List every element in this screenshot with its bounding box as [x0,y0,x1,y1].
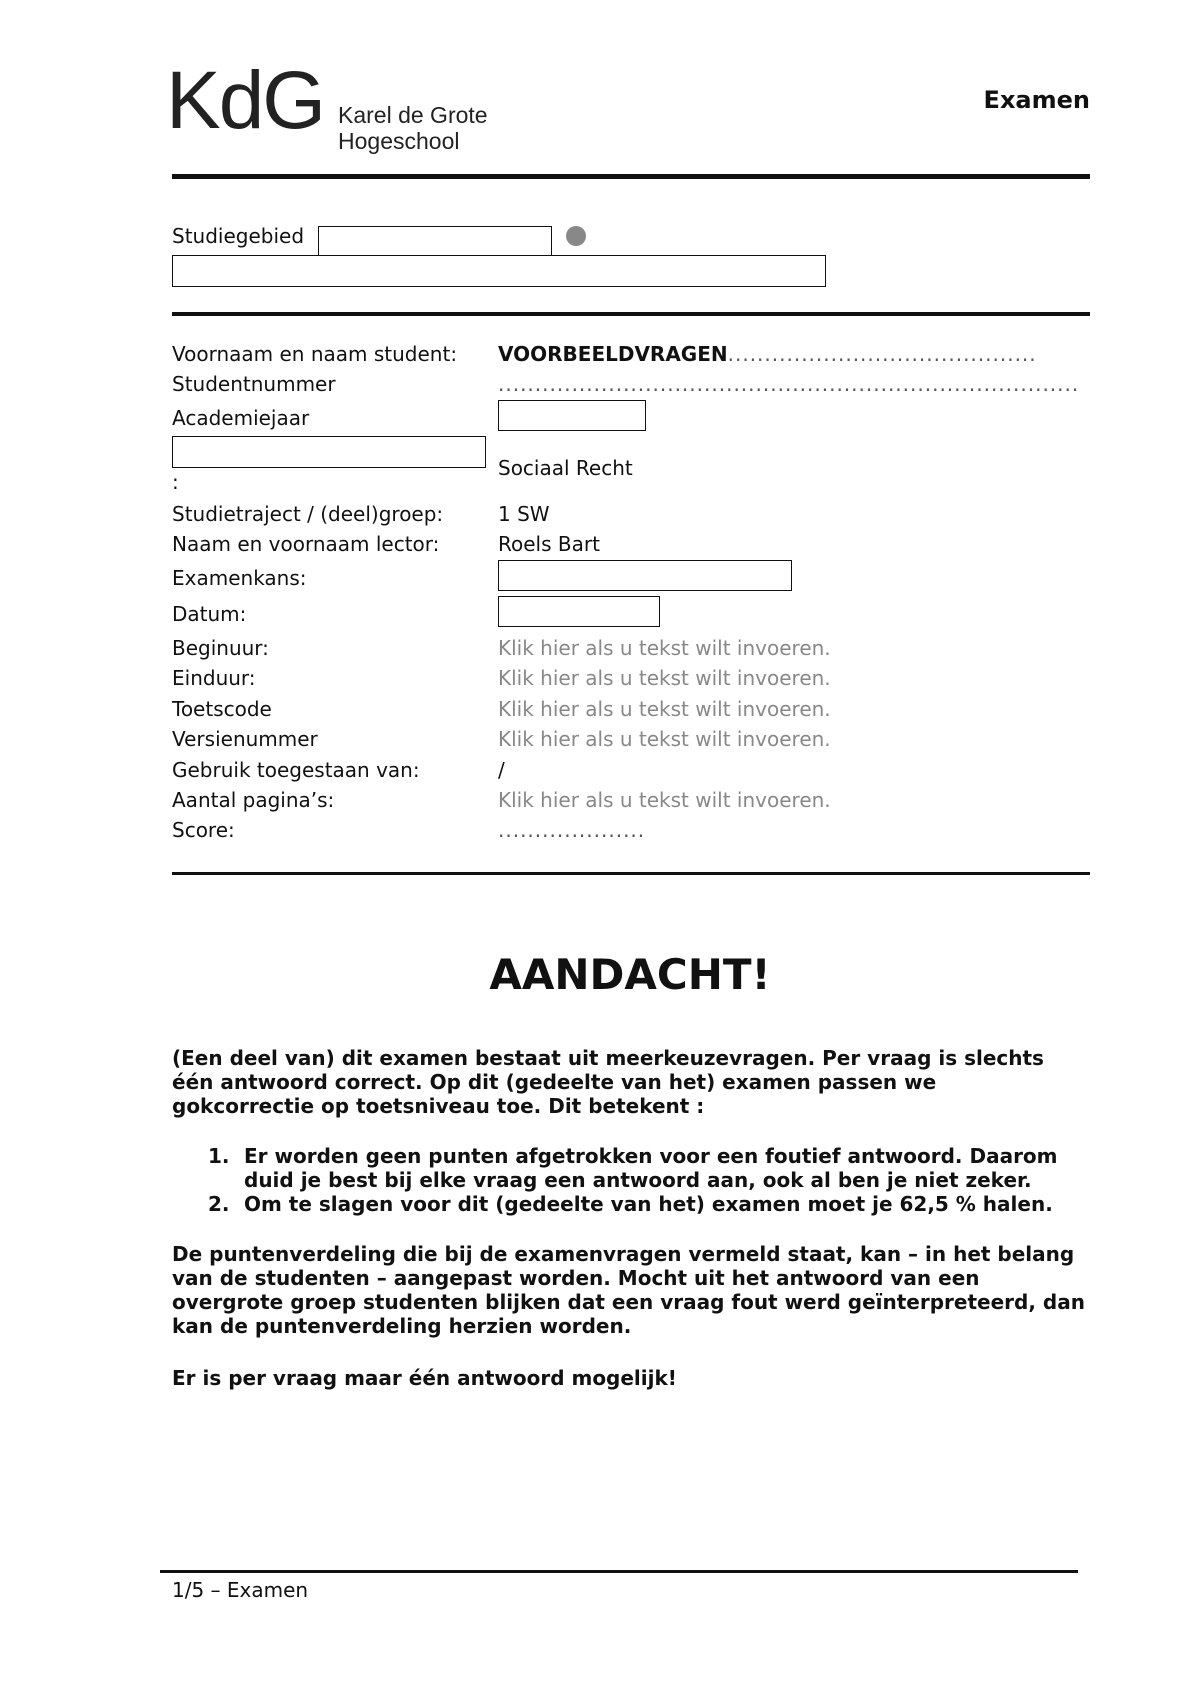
list-item-line: Er worden geen punten afgetrokken voor een foutief antwoord. Daarom [244,1144,1058,1168]
notice-p2-line: De puntenverdeling die bij de examenvragen vermeld staat, kan – in het belang [172,1242,1075,1266]
date-label: Datum: [172,602,247,626]
course-label-input[interactable] [172,436,486,468]
notice-intro-line: gokcorrectie op toetsniveau toe. Dit betekent : [172,1094,705,1118]
notice-intro-line: één antwoord correct. Op dit (gedeelte van het) examen passen we [172,1070,937,1094]
header-title: Examen [983,86,1090,114]
pages-input[interactable]: Klik hier als u tekst wilt invoeren. [498,788,831,812]
student-name-text: VOORBEELDVRAGEN [498,342,728,366]
score-label: Score: [172,818,235,842]
version-input[interactable]: Klik hier als u tekst wilt invoeren. [498,727,831,751]
start-label: Beginuur: [172,636,269,660]
section-rule [172,312,1090,316]
fields-rule [172,872,1090,875]
notice-p2-line: overgrote groep studenten blijken dat een vraag fout werd geïnterpreteerd, dan [172,1290,1085,1314]
footer-text: 1/5 – Examen [172,1578,309,1602]
list-item-number: 2. [208,1192,230,1216]
notice-paragraph-3: Er is per vraag maar één antwoord mogelijk! [172,1366,677,1390]
version-label: Versienummer [172,727,318,751]
logo-line-1: Karel de Grote [338,102,488,128]
notice-intro [172,1046,1092,1118]
academic-year-label: Academiejaar [172,406,310,430]
score-dots[interactable]: .................... [498,818,646,842]
logo-mark: KdG [166,55,325,146]
course-colon: : [172,470,179,494]
track-value: 1 SW [498,502,550,526]
allowed-label: Gebruik toegestaan van: [172,758,420,782]
end-label: Einduur: [172,666,256,690]
list-item-line: duid je best bij elke vraag een antwoord aan, ook al ben je niet zeker. [244,1168,1032,1192]
student-name-label: Voornaam en naam student: [172,342,458,366]
notice-p2-line: kan de puntenverdeling herzien worden. [172,1314,632,1338]
header-rule [172,174,1090,179]
end-input[interactable]: Klik hier als u tekst wilt invoeren. [498,666,831,690]
logo-line-2: Hogeschool [338,128,460,154]
test-code-input[interactable]: Klik hier als u tekst wilt invoeren. [498,697,831,721]
student-name-value[interactable] [498,342,1037,366]
date-input[interactable] [498,596,660,627]
exam-chance-input[interactable] [498,560,792,591]
allowed-value: / [498,758,505,782]
dropdown-dot-icon[interactable] [566,226,586,246]
list-item [172,1144,1092,1192]
lector-label: Naam en voornaam lector: [172,532,440,556]
list-item-line: Om te slagen voor dit (gedeelte van het) examen moet je 62,5 % halen. [244,1192,1053,1216]
list-item-number: 1. [208,1144,230,1168]
studiegebied-label: Studiegebied [172,224,305,248]
footer-rule [160,1570,1078,1573]
notice-paragraph-2 [172,1242,1092,1338]
exam-chance-label: Examenkans: [172,566,307,590]
studiegebied-input[interactable] [318,226,552,256]
notice-intro-line: (Een deel van) dit examen bestaat uit meerkeuzevragen. Per vraag is slechts [172,1046,1044,1070]
notice-list [172,1144,1092,1216]
pages-label: Aantal pagina’s: [172,788,335,812]
list-item [172,1192,1092,1216]
lector-value: Roels Bart [498,532,600,556]
opleiding-input[interactable] [172,255,826,287]
student-number-label: Studentnummer [172,372,336,396]
student-name-dots: .......................................... [727,342,1037,366]
student-number-dots[interactable]: ............................................................................... [498,372,1080,396]
track-label: Studietraject / (deel)groep: [172,502,444,526]
start-input[interactable]: Klik hier als u tekst wilt invoeren. [498,636,831,660]
notice-title: AANDACHT! [489,950,771,999]
academic-year-input[interactable] [498,400,646,431]
notice-p2-line: van de studenten – aangepast worden. Mocht uit het antwoord van een [172,1266,980,1290]
course-value: Sociaal Recht [498,456,633,480]
logo-name [338,102,488,154]
test-code-label: Toetscode [172,697,272,721]
